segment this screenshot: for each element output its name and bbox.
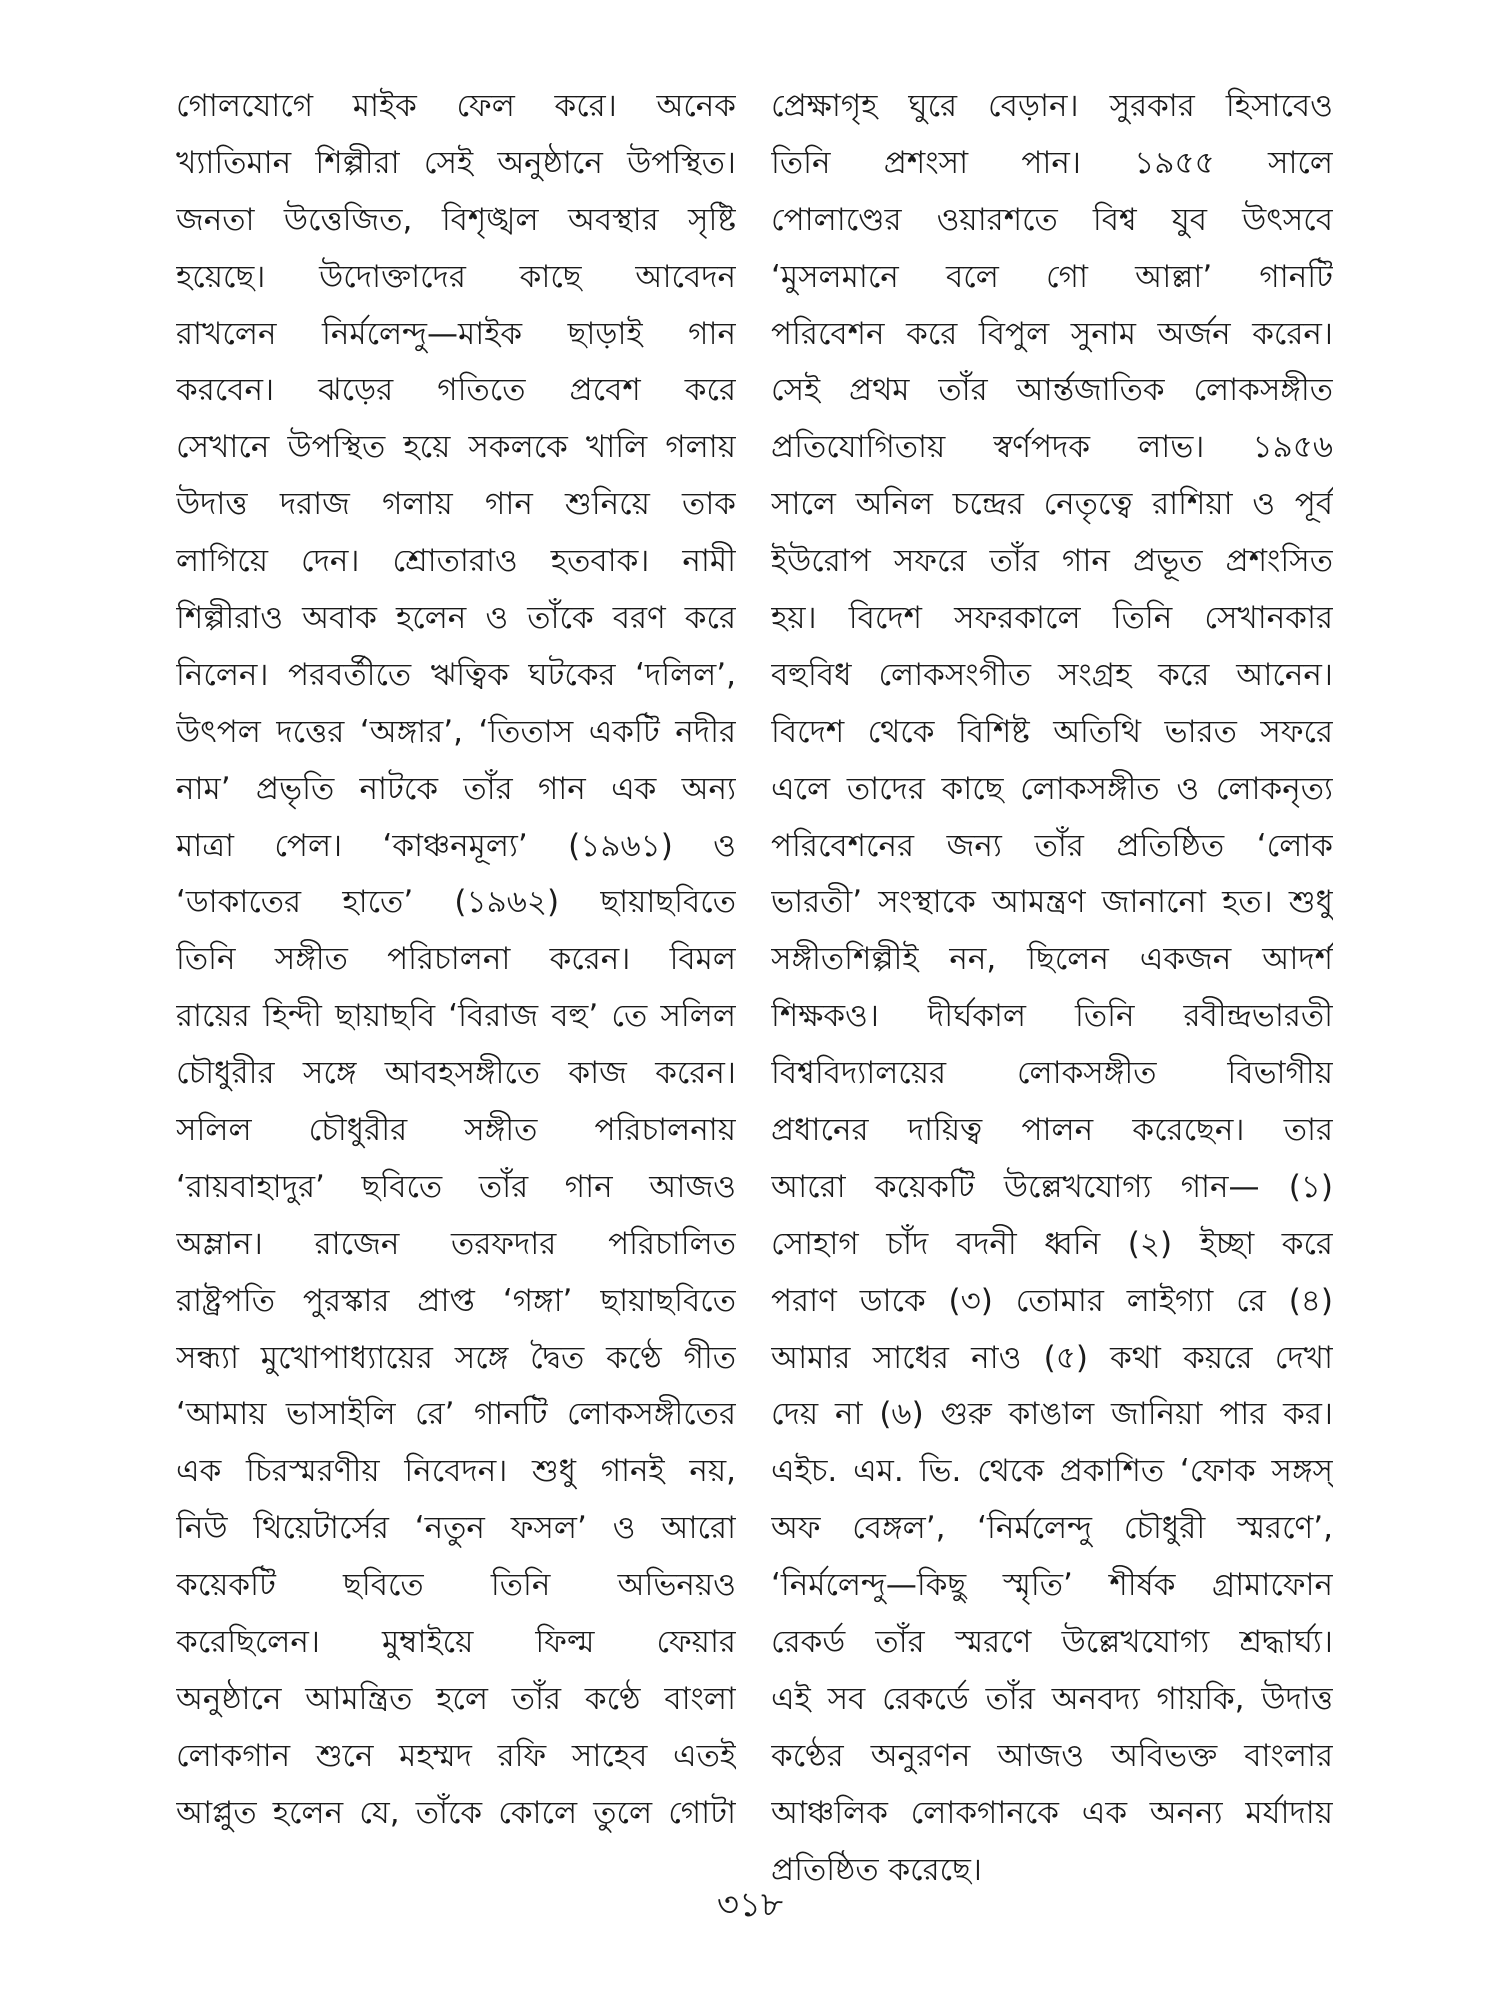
text-line: নিলেন। পরবর্তীতে ঋত্বিক ঘটকের ‘দলিল’, [176, 656, 736, 693]
left-text-column [176, 78, 736, 1842]
text-line: এইচ. এম. ভি. থেকে প্রকাশিত ‘ফোক সঙ্গস্ [771, 1453, 1333, 1490]
right-text-column [771, 78, 1333, 1899]
text-line: ‘আমায় ভাসাইলি রে’ গানটি লোকসঙ্গীতের [176, 1396, 736, 1433]
text-line: করেছিলেন। মুম্বাইয়ে ফিল্ম ফেয়ার [176, 1624, 736, 1661]
text-line: অম্লান। রাজেন তরফদার পরিচালিত [176, 1225, 736, 1262]
text-line: রাখলেন নির্মলেন্দু—মাইক ছাড়াই গান [176, 315, 736, 352]
text-line: তিনি সঙ্গীত পরিচালনা করেন। বিমল [176, 941, 736, 978]
text-line: অনুষ্ঠানে আমন্ত্রিত হলে তাঁর কণ্ঠে বাংলা [176, 1680, 736, 1717]
text-line: অফ বেঙ্গল’, ‘নির্মলেন্দু চৌধুরী স্মরণে’, [771, 1510, 1333, 1547]
text-line: কয়েকটি ছবিতে তিনি অভিনয়ও [176, 1567, 736, 1604]
text-line: প্রধানের দায়িত্ব পালন করেছেন। তার [771, 1112, 1333, 1149]
page-number: ৩১৮ [716, 1885, 784, 1925]
text-line: লোকগান শুনে মহম্মদ রফি সাহেব এতই [176, 1737, 736, 1774]
text-line: করবেন। ঝড়ের গতিতে প্রবেশ করে [176, 372, 736, 409]
text-line: পোলাণ্ডের ওয়ারশতে বিশ্ব যুব উৎসবে [771, 201, 1333, 238]
text-line: হয়েছে। উদোক্তাদের কাছে আবেদন [176, 258, 736, 295]
text-line: প্রেক্ষাগৃহ ঘুরে বেড়ান। সুরকার হিসাবেও [771, 88, 1333, 124]
text-line: পরিবেশনের জন্য তাঁর প্রতিষ্ঠিত ‘লোক [771, 827, 1333, 864]
text-line: রায়ের হিন্দী ছায়াছবি ‘বিরাজ বহু’ তে সলিল [176, 998, 736, 1035]
text-line: তিনি প্রশংসা পান। ১৯৫৫ সালে [771, 144, 1333, 181]
text-line: ‘ডাকাতের হাতে’ (১৯৬২) ছায়াছবিতে [176, 884, 736, 921]
text-line: ‘রায়বাহাদুর’ ছবিতে তাঁর গান আজও [176, 1168, 736, 1205]
text-line: আরো কয়েকটি উল্লেখযোগ্য গান— (১) [771, 1168, 1333, 1205]
text-line: পরাণ ডাকে (৩) তোমার লাইগ্যা রে (৪) [771, 1282, 1333, 1319]
text-line: পরিবেশন করে বিপুল সুনাম অর্জন করেন। [771, 315, 1333, 352]
text-line: উদাত্ত দরাজ গলায় গান শুনিয়ে তাক [176, 486, 736, 523]
text-line: শিক্ষকও। দীর্ঘকাল তিনি রবীন্দ্রভারতী [771, 998, 1333, 1035]
text-line: সেই প্রথম তাঁর আর্ন্তজাতিক লোকসঙ্গীত [771, 372, 1333, 409]
text-line: বহুবিধ লোকসংগীত সংগ্রহ করে আনেন। [771, 656, 1333, 693]
text-line: আঞ্চলিক লোকগানকে এক অনন্য মর্যাদায় [771, 1794, 1333, 1831]
text-line: সঙ্গীতশিল্পীই নন, ছিলেন একজন আদর্শ [771, 941, 1333, 978]
text-line: প্রতিযোগিতায় স্বর্ণপদক লাভ। ১৯৫৬ [771, 429, 1333, 466]
text-line: এলে তাদের কাছে লোকসঙ্গীত ও লোকনৃত্য [771, 770, 1333, 807]
text-line: কণ্ঠের অনুরণন আজও অবিভক্ত বাংলার [771, 1737, 1333, 1774]
text-line: ভারতী’ সংস্থাকে আমন্ত্রণ জানানো হত। শুধু [771, 884, 1333, 921]
text-line: লাগিয়ে দেন। শ্রোতারাও হতবাক। নামী [176, 543, 736, 580]
text-line: খ্যাতিমান শিল্পীরা সেই অনুষ্ঠানে উপস্থিত। [176, 144, 736, 181]
text-line: নাম’ প্রভৃতি নাটকে তাঁর গান এক অন্য [176, 770, 736, 807]
text-line: সন্ধ্যা মুখোপাধ্যায়ের সঙ্গে দ্বৈত কণ্ঠে গীত [176, 1339, 736, 1376]
text-line: প্রতিষ্ঠিত করেছে। [771, 1851, 982, 1888]
text-line: বিশ্ববিদ্যালয়ের লোকসঙ্গীত বিভাগীয় [771, 1055, 1333, 1092]
text-line: শিল্পীরাও অবাক হলেন ও তাঁকে বরণ করে [176, 600, 736, 637]
text-line: নিউ থিয়েটার্সের ‘নতুন ফসল’ ও আরো [176, 1510, 736, 1547]
text-line: গোলযোগে মাইক ফেল করে। অনেক [176, 88, 736, 124]
text-line: ‘মুসলমানে বলে গো আল্লা’ গানটি [771, 258, 1333, 295]
text-line: সালে অনিল চন্দ্রের নেতৃত্বে রাশিয়া ও পূর্ব [771, 486, 1333, 523]
text-line: মাত্রা পেল। ‘কাঞ্চনমূল্য’ (১৯৬১) ও [176, 827, 736, 864]
text-line: রেকর্ড তাঁর স্মরণে উল্লেখযোগ্য শ্রদ্ধার্ঘ্য। [771, 1624, 1333, 1661]
text-line: ‘নির্মলেন্দু—কিছু স্মৃতি’ শীর্ষক গ্রামাফোন [771, 1567, 1333, 1604]
text-line: সলিল চৌধুরীর সঙ্গীত পরিচালনায় [176, 1112, 736, 1149]
text-line: উৎপল দত্তের ‘অঙ্গার’, ‘তিতাস একটি নদীর [176, 713, 736, 750]
text-line: জনতা উত্তেজিত, বিশৃঙ্খল অবস্থার সৃষ্টি [176, 201, 736, 238]
text-line: বিদেশ থেকে বিশিষ্ট অতিথি ভারত সফরে [771, 713, 1333, 750]
text-line: সোহাগ চাঁদ বদনী ধ্বনি (২) ইচ্ছা করে [771, 1225, 1333, 1262]
text-line: রাষ্ট্রপতি পুরস্কার প্রাপ্ত ‘গঙ্গা’ ছায়াছবিতে [176, 1282, 736, 1319]
text-line: হয়। বিদেশ সফরকালে তিনি সেখানকার [771, 600, 1333, 637]
text-line: এই সব রেকর্ডে তাঁর অনবদ্য গায়কি, উদাত্ত [771, 1680, 1333, 1717]
text-line: আমার সাধের নাও (৫) কথা কয়রে দেখা [771, 1339, 1333, 1376]
text-line: ইউরোপ সফরে তাঁর গান প্রভূত প্রশংসিত [771, 543, 1333, 580]
text-line: সেখানে উপস্থিত হয়ে সকলকে খালি গলায় [176, 429, 736, 466]
text-line: দেয় না (৬) গুরু কাঙাল জানিয়া পার কর। [771, 1396, 1333, 1433]
text-line: আপ্লুত হলেন যে, তাঁকে কোলে তুলে গোটা [176, 1794, 736, 1831]
text-line: চৌধুরীর সঙ্গে আবহসঙ্গীতে কাজ করেন। [176, 1055, 736, 1092]
text-line: এক চিরস্মরণীয় নিবেদন। শুধু গানই নয়, [176, 1453, 736, 1490]
